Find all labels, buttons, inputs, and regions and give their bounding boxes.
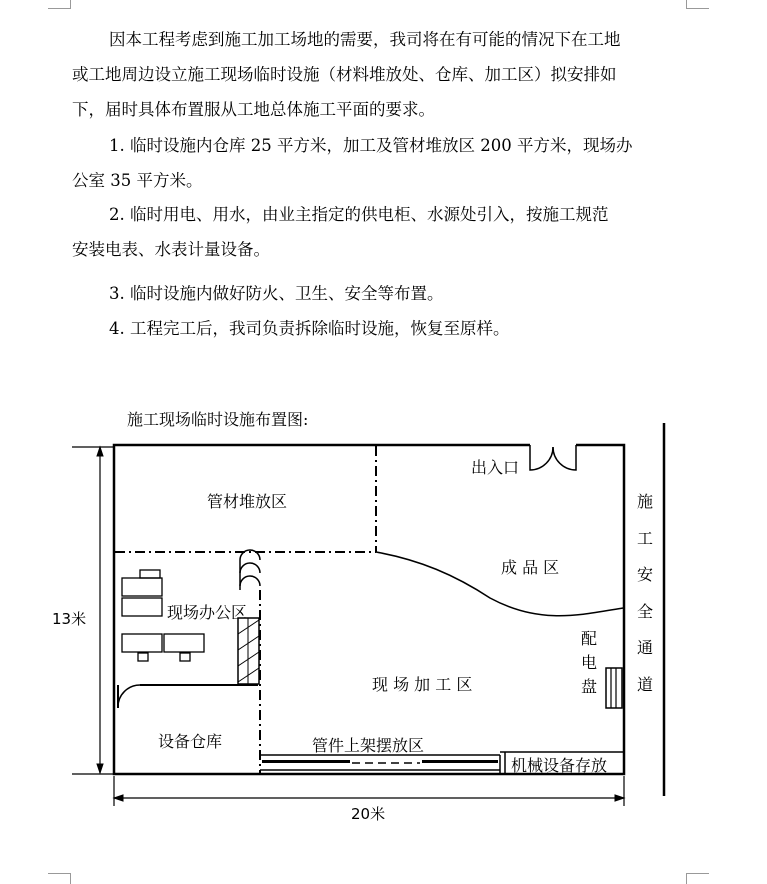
safety-road-label bbox=[637, 484, 653, 703]
distribution-char: 盘 bbox=[581, 677, 598, 696]
office-door-mid bbox=[240, 563, 260, 573]
zone-entrance: 出入口 bbox=[471, 458, 520, 477]
intro-line-2: 或工地周边设立施工现场临时设施（材料堆放处、仓库、加工区）拟安排如 bbox=[72, 65, 617, 84]
pipe-rack-bar bbox=[262, 760, 350, 763]
distribution-board bbox=[606, 668, 622, 708]
intro-line-3: 下，届时具体布置服从工地总体施工平面的要求。 bbox=[72, 100, 435, 119]
dim-width-arrow-left bbox=[114, 795, 123, 801]
safety-road-char: 安 bbox=[637, 565, 654, 584]
dim-height-arrow-bottom bbox=[97, 764, 103, 773]
entrance-door-left bbox=[530, 445, 553, 470]
dim-height-arrow-top bbox=[97, 447, 103, 456]
item-4-text: 4. 工程完工后，我司负责拆除临时设施，恢复至原样。 bbox=[109, 319, 510, 338]
zone-machine-store: 机械设备存放 bbox=[511, 756, 608, 775]
zone-finished: 成 品 区 bbox=[501, 558, 560, 577]
office-chair bbox=[138, 653, 148, 661]
zone-office: 现场办公区 bbox=[167, 603, 248, 622]
dim-height-label: 13米 bbox=[52, 610, 87, 628]
safety-road-char: 工 bbox=[637, 528, 654, 548]
finished-area-boundary bbox=[376, 552, 623, 616]
zone-pipe-storage: 管材堆放区 bbox=[207, 492, 288, 511]
office-desk bbox=[122, 598, 162, 616]
intro-line-1: 因本工程考虑到施工加工场地的需要，我司将在有可能的情况下在工地 bbox=[109, 30, 621, 49]
entrance-door-right bbox=[553, 445, 576, 470]
zone-equipment-store: 设备仓库 bbox=[158, 732, 223, 751]
office-desk bbox=[122, 634, 162, 652]
office-chair bbox=[180, 653, 190, 661]
pipe-rack-bar bbox=[422, 760, 498, 763]
zone-pipe-rack: 管件上架摆放区 bbox=[312, 736, 425, 755]
item-3-text: 3. 临时设施内做好防火、卫生、安全等布置。 bbox=[109, 284, 444, 303]
safety-road-char: 施 bbox=[637, 492, 654, 511]
item-1-line-2: 公室 35 平方米。 bbox=[72, 171, 203, 190]
item-2-line-1: 2. 临时用电、用水，由业主指定的供电柜、水源处引入，按施工规范 bbox=[109, 205, 609, 224]
office-chair bbox=[140, 570, 160, 578]
office-desk bbox=[122, 578, 162, 596]
office-desk bbox=[164, 634, 204, 652]
distribution-char: 电 bbox=[581, 653, 598, 672]
zone-distribution bbox=[581, 627, 597, 699]
zone-processing: 现 场 加 工 区 bbox=[372, 675, 473, 694]
diagram-caption: 施工现场临时设施布置图: bbox=[127, 410, 309, 429]
safety-road-char: 全 bbox=[637, 601, 654, 621]
safety-road-char: 道 bbox=[637, 674, 654, 694]
dim-width-arrow-right bbox=[615, 795, 624, 801]
dim-width-label: 20米 bbox=[351, 805, 386, 823]
distribution-char: 配 bbox=[581, 629, 598, 648]
item-1-line-1: 1. 临时设施内仓库 25 平方米，加工及管材堆放区 200 平方米，现场办 bbox=[109, 136, 633, 155]
office-door-low bbox=[240, 576, 260, 586]
item-2-line-2: 安装电表、水表计量设备。 bbox=[72, 240, 270, 259]
safety-road-char: 通 bbox=[637, 638, 654, 657]
equipment-store-door bbox=[118, 685, 140, 707]
